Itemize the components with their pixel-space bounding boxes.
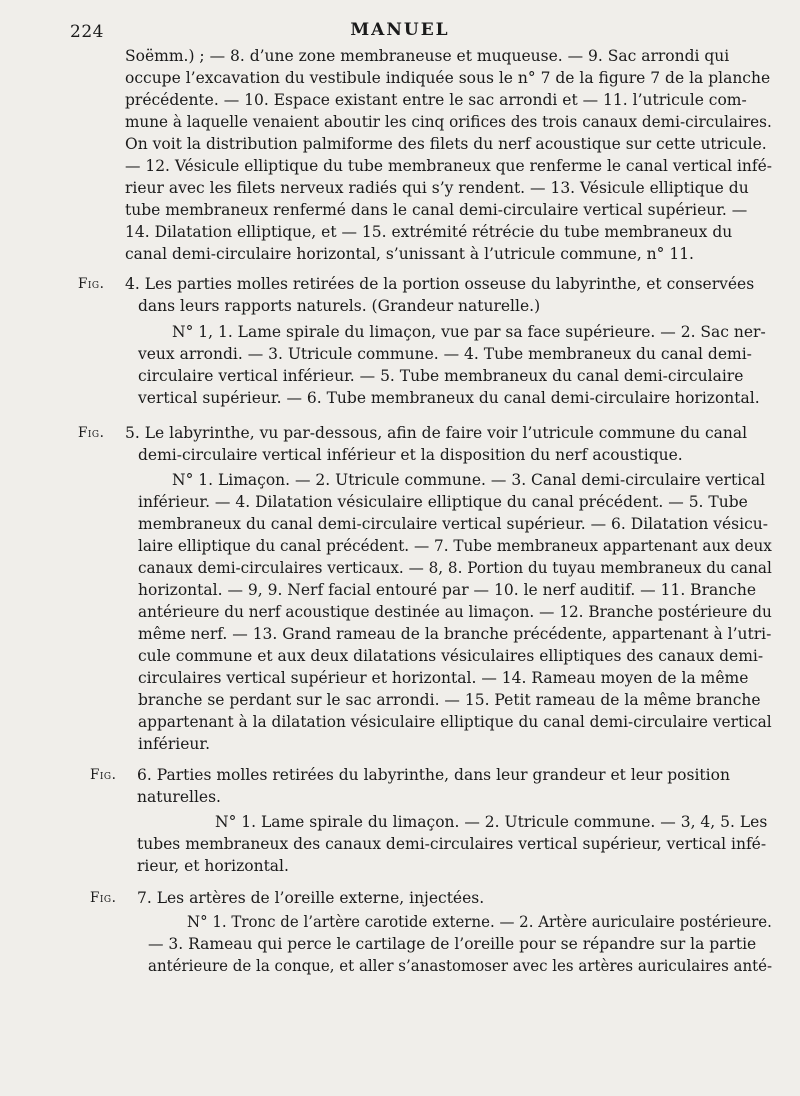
text-line: Soëmm.) ; — 8. d’une zone membraneuse et muqueuse. — 9. Sac arrondi qui <box>125 47 730 65</box>
figure-detail-line: laire elliptique du canal précédent. — 7. Tube membraneux appartenant aux deux <box>138 537 772 555</box>
figure-detail-line: antérieure de la conque, et aller s’anastomoser avec les artères auriculaires anté- <box>148 957 773 975</box>
figure-detail-line: vertical supérieur. — 6. Tube membraneux du canal demi-circulaire horizontal. <box>138 389 760 407</box>
figure-detail-line: N° 1. Limaçon. — 2. Utricule commune. — 3. Canal demi-circulaire vertical <box>172 471 766 489</box>
figure-detail-line: antérieure du nerf acoustique destinée au limaçon. — 12. Branche postérieure du <box>138 603 772 621</box>
figure-label: Fig. <box>90 767 117 783</box>
figure-detail-line: horizontal. — 9, 9. Nerf facial entouré par — 10. le nerf auditif. — 11. Branche <box>138 581 757 599</box>
text-line: occupe l’excavation du vestibule indiquée sous le n° 7 de la figure 7 de la planche <box>125 69 771 87</box>
figure-detail-line: inférieur. — 4. Dilatation vésiculaire elliptique du canal précédent. — 5. Tube <box>138 493 748 511</box>
figure-caption-line: naturelles. <box>137 788 221 806</box>
text-line: rieur avec les filets nerveux radiés qui s’y rendent. — 13. Vésicule elliptique du <box>125 179 749 197</box>
figure-detail-line: N° 1. Tronc de l’artère carotide externe. — 2. Artère auriculaire postérieure. <box>187 913 772 931</box>
running-title: MANUEL <box>350 20 450 40</box>
figure-detail-line: circulaire vertical inférieur. — 5. Tube membraneux du canal demi-circulaire <box>138 367 744 385</box>
figure-caption-line: 7. Les artères de l’oreille externe, injectées. <box>137 889 485 907</box>
text-line: précédente. — 10. Espace existant entre le sac arrondi et — 11. l’utricule com- <box>125 91 747 109</box>
text-line: mune à laquelle venaient aboutir les cinq orifices des trois canaux demi-circulaires. <box>125 113 772 131</box>
figure-detail-line: tubes membraneux des canaux demi-circulaires vertical supérieur, vertical infé- <box>137 835 767 853</box>
figure-caption-line: dans leurs rapports naturels. (Grandeur naturelle.) <box>138 297 541 315</box>
figure-label: Fig. <box>78 425 105 441</box>
figure-detail-line: N° 1. Lame spirale du limaçon. — 2. Utricule commune. — 3, 4, 5. Les <box>215 813 768 831</box>
figure-detail-line: canaux demi-circulaires verticaux. — 8, 8. Portion du tuyau membraneux du canal <box>138 559 772 577</box>
text-line: — 12. Vésicule elliptique du tube membraneux que renferme le canal vertical infé- <box>125 157 772 175</box>
text-line: 14. Dilatation elliptique, et — 15. extrémité rétrécie du tube membraneux du <box>125 223 733 241</box>
figure-detail-line: — 3. Rameau qui perce le cartilage de l’oreille pour se répandre sur la partie <box>148 935 757 953</box>
figure-caption-line: 4. Les parties molles retirées de la portion osseuse du labyrinthe, et conservées <box>125 275 755 293</box>
figure-label: Fig. <box>78 276 105 292</box>
text-line: canal demi-circulaire horizontal, s’unissant à l’utricule commune, n° 11. <box>125 245 694 263</box>
text-line: On voit la distribution palmiforme des filets du nerf acoustique sur cette utricule. <box>125 135 767 153</box>
page-number: 224 <box>70 22 104 42</box>
figure-detail-line: même nerf. — 13. Grand rameau de la branche précédente, appartenant à l’utri- <box>138 625 772 643</box>
figure-detail-line: circulaires vertical supérieur et horizontal. — 14. Rameau moyen de la même <box>138 669 749 687</box>
figure-detail-line: veux arrondi. — 3. Utricule commune. — 4. Tube membraneux du canal demi- <box>138 345 752 363</box>
figure-detail-line: branche se perdant sur le sac arrondi. — 15. Petit rameau de la même branche <box>138 691 761 709</box>
text-line: tube membraneux renfermé dans le canal demi-circulaire vertical supérieur. — <box>125 201 748 219</box>
figure-detail-line: N° 1, 1. Lame spirale du limaçon, vue par sa face supérieure. — 2. Sac ner- <box>172 323 766 341</box>
figure-detail-line: membraneux du canal demi-circulaire vertical supérieur. — 6. Dilatation vésicu- <box>138 515 768 533</box>
figure-label: Fig. <box>90 890 117 906</box>
figure-caption-line: 5. Le labyrinthe, vu par-dessous, afin de faire voir l’utricule commune du canal <box>125 424 748 442</box>
figure-detail-line: rieur, et horizontal. <box>137 857 289 875</box>
figure-detail-line: appartenant à la dilatation vésiculaire elliptique du canal demi-circulaire vertical <box>138 713 772 731</box>
figure-detail-line: cule commune et aux deux dilatations vésiculaires elliptiques des canaux demi- <box>138 647 764 665</box>
page-header <box>0 14 800 44</box>
figure-caption-line: 6. Parties molles retirées du labyrinthe, dans leur grandeur et leur position <box>137 766 730 784</box>
figure-caption-line: demi-circulaire vertical inférieur et la disposition du nerf acoustique. <box>138 446 683 464</box>
figure-detail-line: inférieur. <box>138 735 211 753</box>
